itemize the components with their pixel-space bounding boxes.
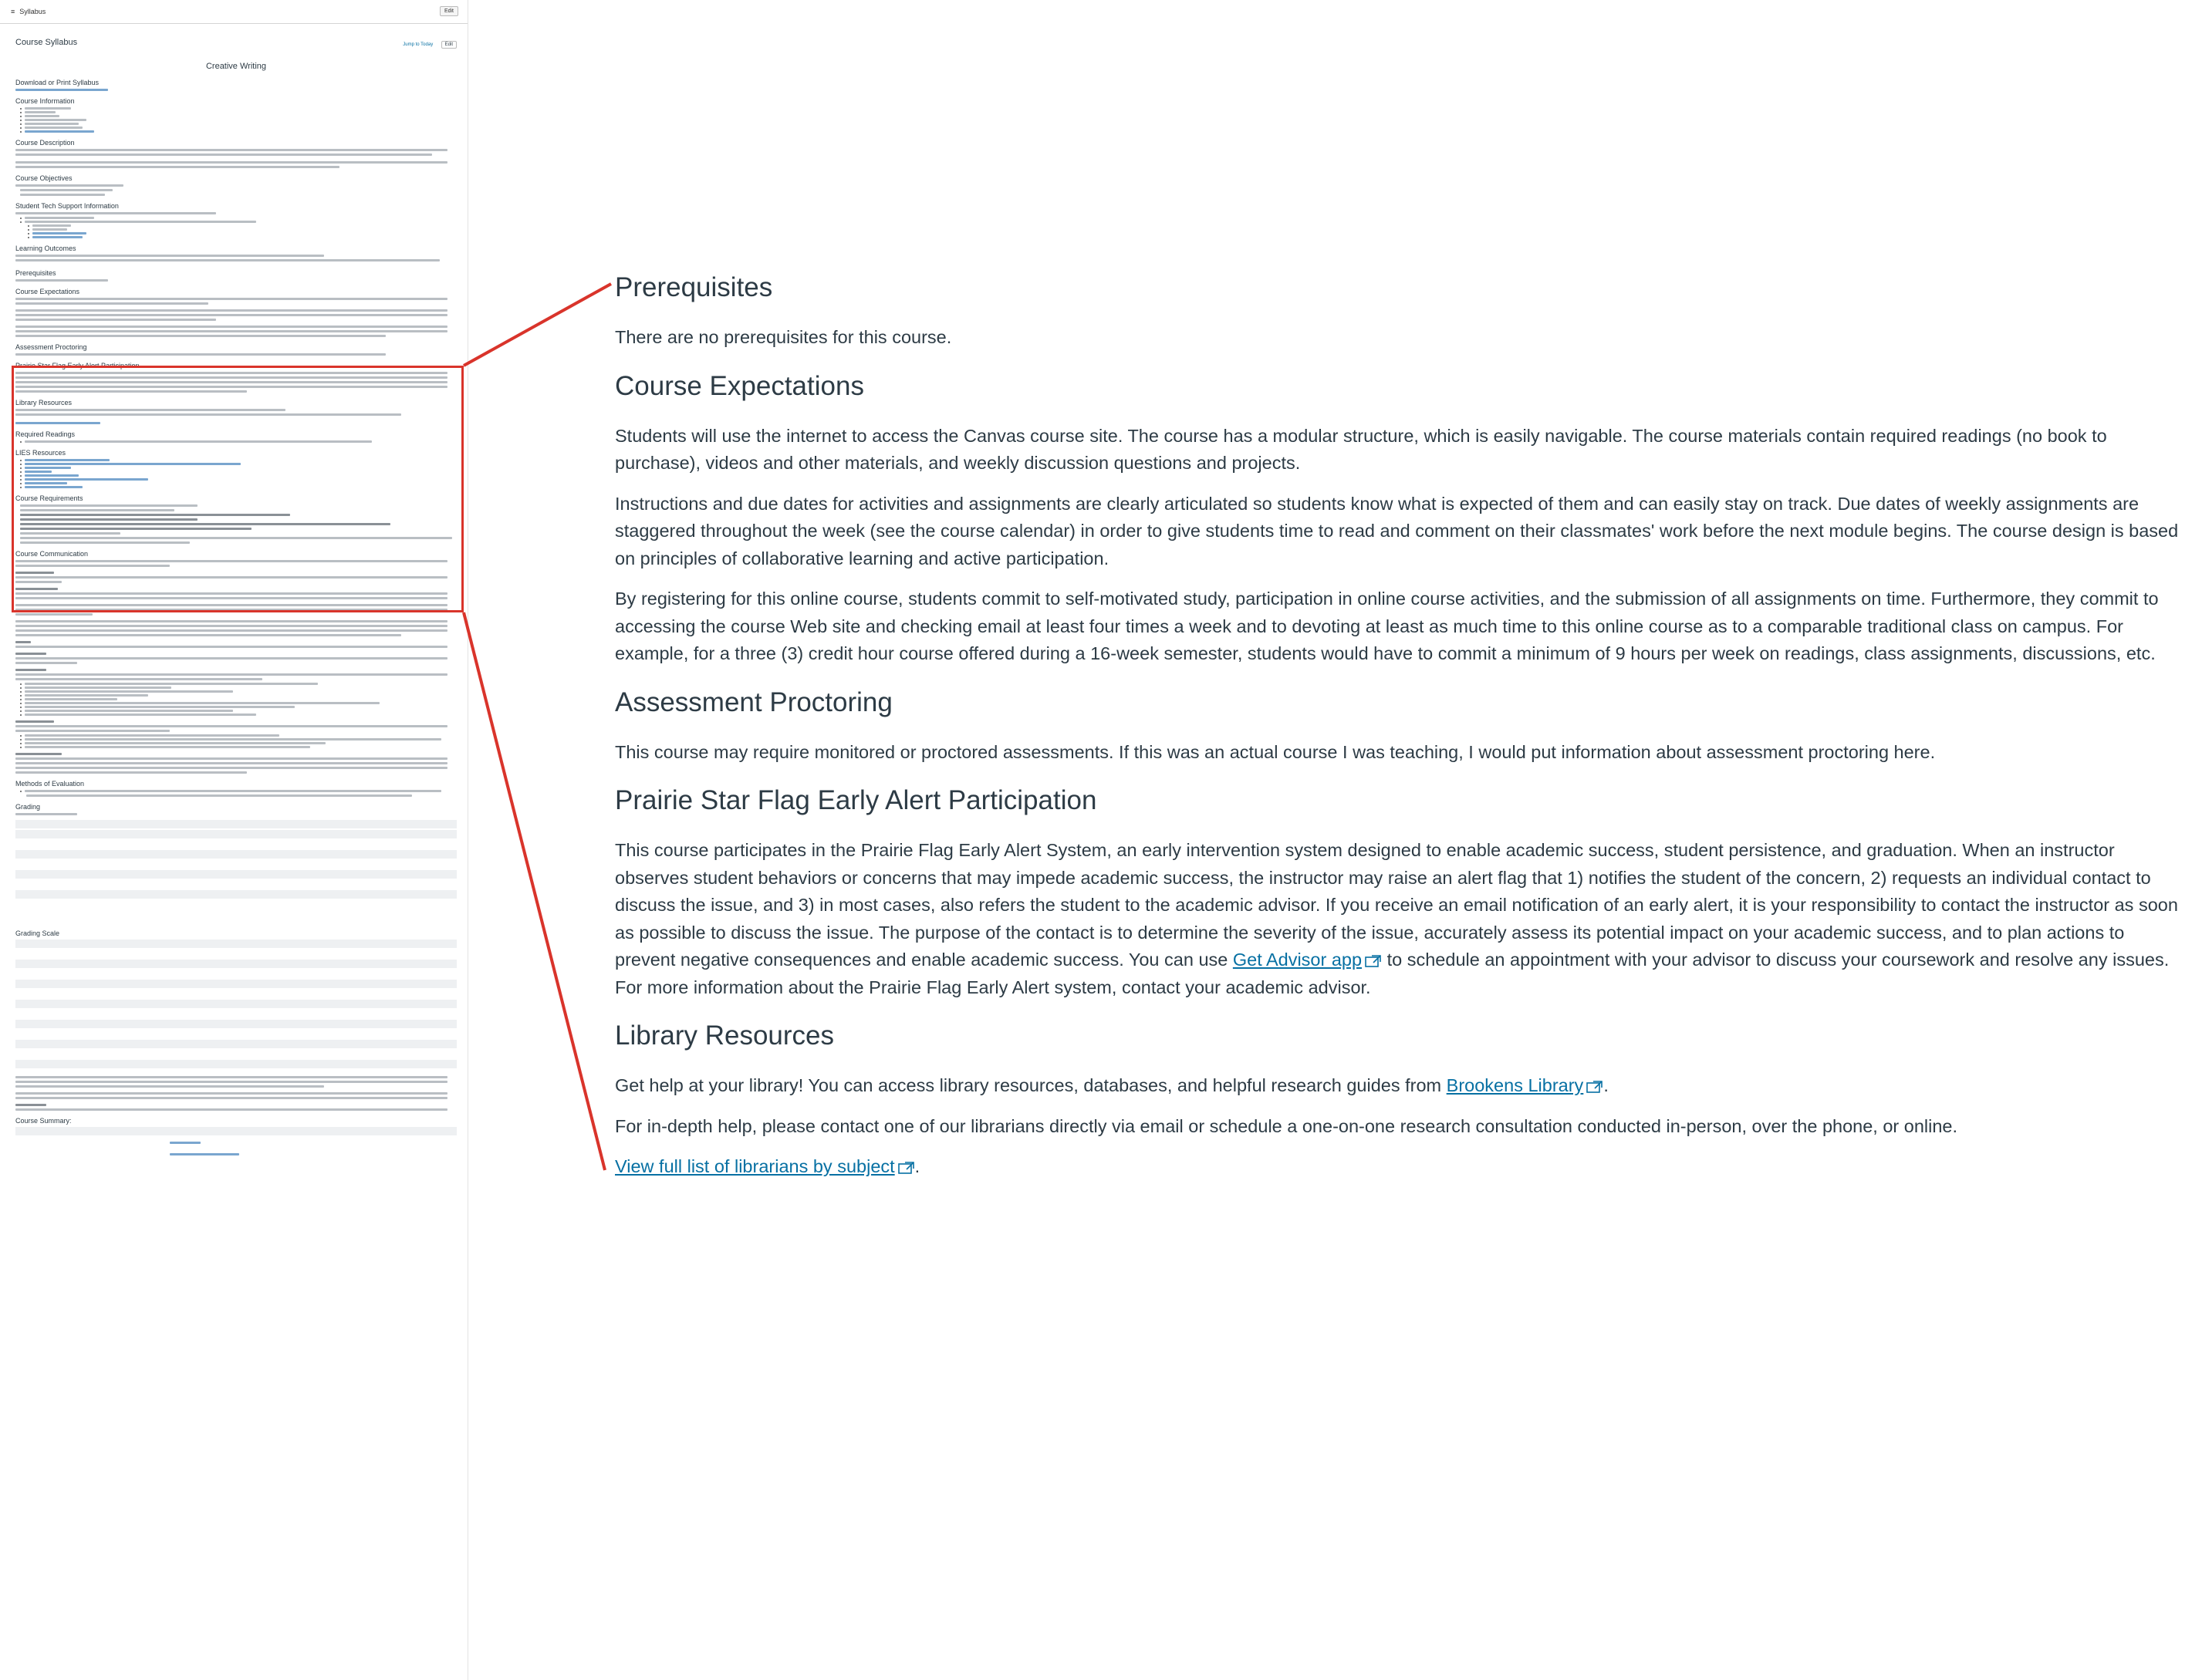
prerequisites-text: There are no prerequisites for this course. bbox=[615, 327, 952, 347]
course-expectations-heading: Course Expectations bbox=[615, 370, 864, 401]
download-link[interactable] bbox=[15, 89, 108, 91]
mini-heading-description: Course Description bbox=[15, 139, 75, 147]
zoomed-detail bbox=[615, 272, 2181, 1199]
mini-heading-proctoring: Assessment Proctoring bbox=[15, 343, 87, 351]
course-syllabus-title: Course Syllabus bbox=[15, 38, 78, 47]
mini-heading-library: Library Resources bbox=[15, 399, 73, 407]
mini-heading-tech-support: Student Tech Support Information bbox=[15, 202, 119, 210]
mini-heading-course-info: Course Information bbox=[15, 97, 75, 105]
brookens-library-link[interactable]: Brookens Library bbox=[1446, 1075, 1584, 1095]
mini-heading-grading-scale: Grading Scale bbox=[15, 929, 60, 937]
early-alert-text: This course participates in the Prairie Flag Early Alert System, an early intervention system designed to enable academic success, student persistence, and graduation. When an instructor observes student behaviors or concerns that may impede academic success, the instructor may raise an alert flag that 1) notifies the student of the concern, 2) requests an individual contact to discuss the issue, and 3) in most cases, also refers the student to the academic advisor. If you receive an email notification of an early alert, it is your responsibility to contact the instructor as soon as possible to discuss the issue. The purpose of the contact is to determine the severity of the issue, accurately assess its potential impact on your academic success, and to plan actions to prevent negative consequences and enable academic success. You can use Get Advisor app to schedule an appointment with your advisor to discuss your coursework and resolve any issues. For more information about the Prairie Flag Early Alert system, contact your academic advisor. bbox=[615, 840, 2178, 997]
course-expectations-p1: Students will use the internet to access the Canvas course site. The course has a modular structure, which is easily navigable. The course materials contain required readings (no book to purchase), videos and other materials, and weekly discussion questions and projects. bbox=[615, 425, 2107, 473]
highlight-box bbox=[12, 366, 464, 612]
early-alert-section bbox=[615, 784, 2181, 1001]
mini-heading-communication: Course Communication bbox=[15, 550, 89, 558]
course-expectations-p2: Instructions and due dates for activities and assignments are clearly articulated so students know what is expected of them and can easily stay on track. Due dates of weekly assignments are staggered throughout the week (see the course calendar) in order to give students time to read and comment on their classmates' work before the next module begins. The course design is based on principles of collaborative learning and active participation. bbox=[615, 493, 2179, 568]
jump-to-today-link[interactable]: Jump to Today bbox=[403, 42, 434, 47]
course-expectations-section bbox=[615, 370, 2181, 668]
mini-heading-lies: LIES Resources bbox=[15, 449, 66, 457]
mini-heading-early-alert: Prairie Star Flag Early Alert Participation bbox=[15, 362, 140, 369]
mini-heading-requirements: Course Requirements bbox=[15, 494, 83, 502]
syllabus-edit-button[interactable]: Edit bbox=[441, 41, 457, 49]
external-link-icon bbox=[898, 1161, 915, 1175]
prerequisites-heading: Prerequisites bbox=[615, 272, 773, 302]
assessment-proctoring-text: This course may require monitored or proctored assessments. If this was an actual course I was teaching, I would put information about assessment proctoring here. bbox=[615, 741, 1936, 762]
mini-heading-course-summary: Course Summary: bbox=[15, 1117, 72, 1125]
external-link-icon bbox=[1586, 1080, 1603, 1094]
assessment-proctoring-section bbox=[615, 687, 2181, 767]
edit-button[interactable]: Edit bbox=[440, 6, 458, 16]
mini-heading-download: Download or Print Syllabus bbox=[15, 79, 100, 86]
mini-heading-readings: Required Readings bbox=[15, 430, 76, 438]
top-bar bbox=[0, 0, 468, 24]
hamburger-icon[interactable]: ≡ bbox=[11, 8, 15, 15]
library-p1: Get help at your library! You can access library resources, databases, and helpful research guides from Brookens Library . bbox=[615, 1075, 1609, 1095]
mini-heading-grading: Grading bbox=[15, 803, 41, 811]
librarians-by-subject-link[interactable]: View full list of librarians by subject bbox=[615, 1156, 895, 1176]
syllabus-thumbnail bbox=[0, 0, 468, 1680]
library-section bbox=[615, 1020, 2181, 1181]
prerequisites-section bbox=[615, 272, 2181, 352]
library-p3: View full list of librarians by subject . bbox=[615, 1156, 920, 1176]
mini-heading-prerequisites: Prerequisites bbox=[15, 269, 56, 277]
early-alert-heading: Prairie Star Flag Early Alert Participation bbox=[615, 785, 1097, 815]
get-advisor-app-link[interactable]: Get Advisor app bbox=[1232, 950, 1363, 970]
library-p2: For in-depth help, please contact one of our librarians directly via email or schedule a one-on-one research consultation conducted in-person, over the phone, or online. bbox=[615, 1115, 1958, 1136]
breadcrumb[interactable]: Syllabus bbox=[19, 8, 46, 15]
external-link-icon bbox=[1365, 954, 1382, 968]
mini-heading-objectives: Course Objectives bbox=[15, 174, 73, 182]
library-heading: Library Resources bbox=[615, 1020, 834, 1051]
course-title: Creative Writing bbox=[205, 62, 267, 71]
mini-heading-evaluation: Methods of Evaluation bbox=[15, 780, 85, 788]
course-expectations-p3: By registering for this online course, students commit to self-motivated study, participation in online course activities, and the submission of all assignments on time. Furthermore, they commit to accessing the course Web site and checking email at least four times a week and to devoting at least as much time to this online course as to a comparable traditional class on campus. For example, for a three (3) credit hour course offered during a 16-week semester, students would have to commit a minimum of 9 hours per week on readings, class assignments, discussions, etc. bbox=[615, 589, 2159, 663]
assessment-proctoring-heading: Assessment Proctoring bbox=[615, 687, 893, 717]
mini-heading-expectations: Course Expectations bbox=[15, 288, 80, 295]
mini-heading-outcomes: Learning Outcomes bbox=[15, 245, 76, 252]
